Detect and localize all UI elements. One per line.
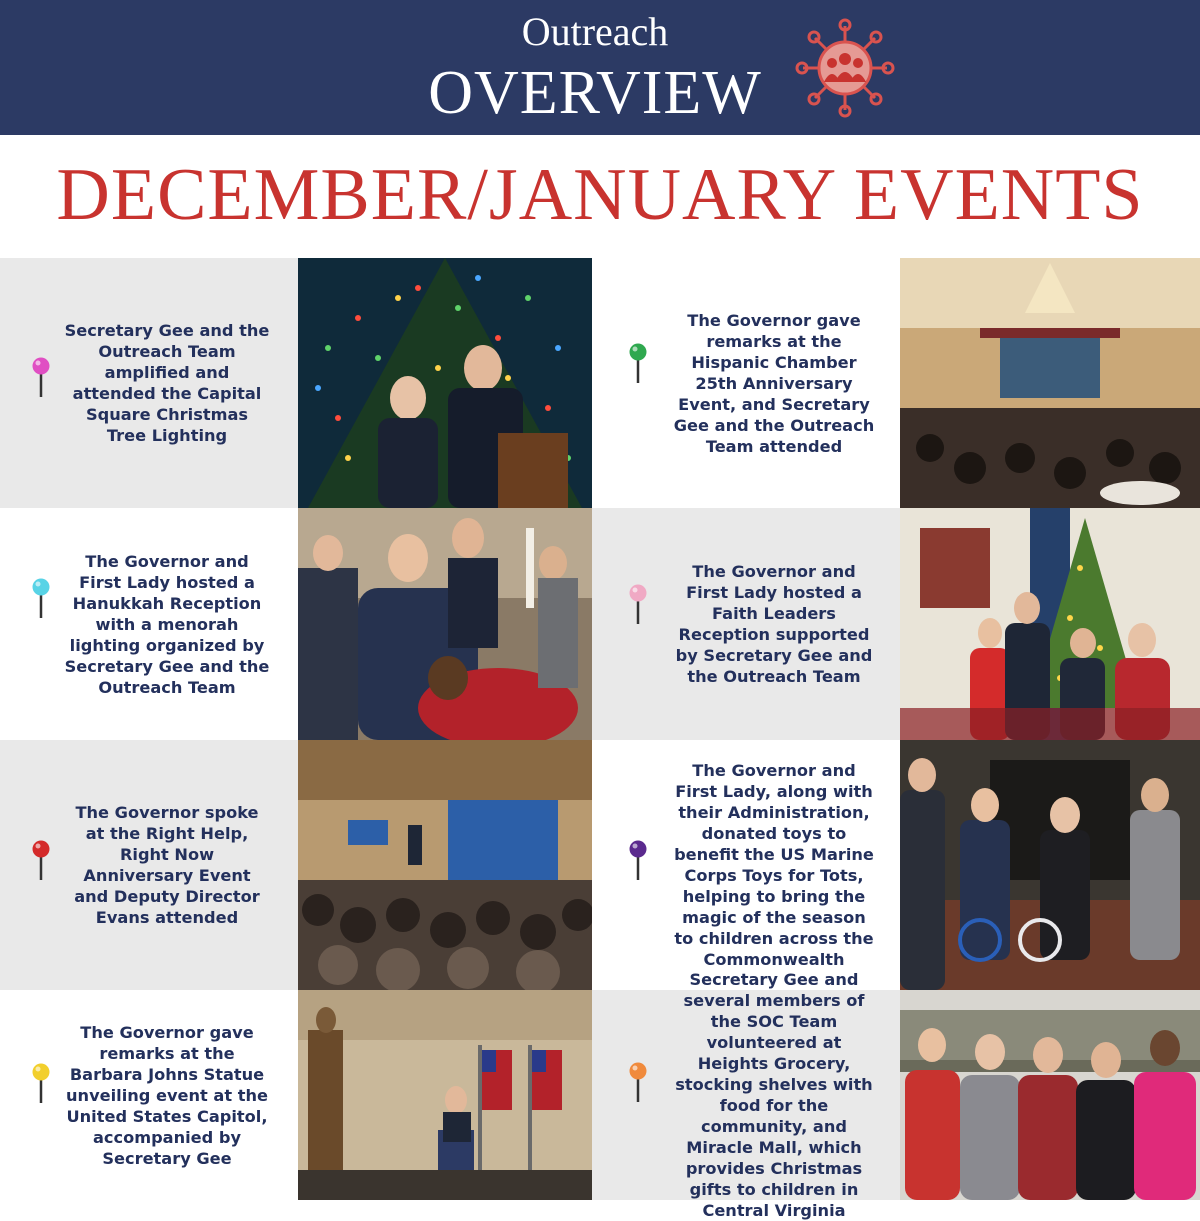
pushpin-icon bbox=[31, 840, 51, 882]
hanukkah-menorah-lighting-photo bbox=[298, 508, 592, 740]
pushpin-icon bbox=[628, 584, 648, 626]
pushpin-icon bbox=[31, 1063, 51, 1105]
right-help-right-now-event-photo bbox=[298, 740, 592, 990]
header-subtitle: Outreach bbox=[521, 9, 669, 54]
event-description: The Governor and First Lady hosted a Faith Leaders Reception supported by Secretary Gee and the Outreach Team bbox=[675, 562, 873, 686]
pushpin-icon bbox=[628, 1062, 648, 1104]
event-description: Secretary Gee and several members of the SOC Team volunteered at Heights Grocery, stocking shelves with food for the community, and Miracle Mall, which provides Christmas gifts to children in Central Virginia bbox=[675, 970, 873, 1220]
barbara-johns-statue-photo bbox=[298, 990, 592, 1200]
event-description: The Governor gave remarks at the Hispanic Chamber 25th Anniversary Event, and Secretary Gee and the Outreach Team attended bbox=[673, 310, 875, 456]
christmas-tree-lighting-photo bbox=[298, 258, 592, 508]
pushpin-icon bbox=[31, 578, 51, 620]
pushpin-icon bbox=[31, 357, 51, 399]
header-title: OVERVIEW bbox=[428, 59, 762, 127]
banner-title: DECEMBER/JANUARY EVENTS bbox=[56, 154, 1144, 236]
event-description: The Governor and First Lady, along with their Administration, donated toys to benefit the US Marine Corps Toys for Tots, helping to bring the magic of the season to children across the Commonwealth bbox=[674, 761, 874, 969]
community-network-icon bbox=[795, 18, 895, 118]
hispanic-chamber-ballroom-photo bbox=[900, 258, 1200, 508]
event-description: The Governor spoke at the Right Help, Right Now Anniversary Event and Deputy Director Evans attended bbox=[74, 803, 260, 927]
faith-leaders-reception-photo bbox=[900, 508, 1200, 740]
toys-for-tots-bicycles-photo bbox=[900, 740, 1200, 990]
pushpin-icon bbox=[628, 343, 648, 385]
pushpin-icon bbox=[628, 840, 648, 882]
event-card bbox=[0, 508, 298, 740]
event-description: Secretary Gee and the Outreach Team amplified and attended the Capital Square Christmas Tree Lighting bbox=[64, 321, 270, 445]
heights-grocery-volunteers-photo bbox=[900, 990, 1200, 1200]
event-description: The Governor and First Lady hosted a Hanukkah Reception with a menorah lighting organized by Secretary Gee and the Outreach Team bbox=[64, 551, 270, 697]
header-bar bbox=[0, 0, 1200, 135]
event-description: The Governor gave remarks at the Barbara Johns Statue unveiling event at the United States Capitol, accompanied by Secretary Gee bbox=[66, 1022, 268, 1168]
